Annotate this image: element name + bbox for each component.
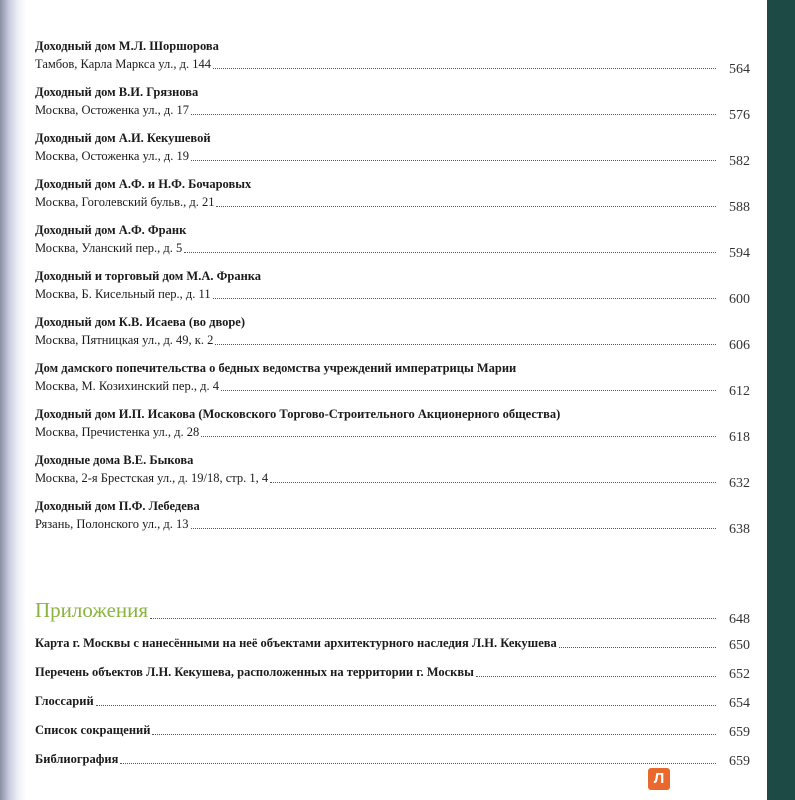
- dot-leader: [201, 435, 716, 437]
- dot-leader: [221, 389, 716, 391]
- appendix-item-title: Глоссарий: [35, 694, 94, 708]
- appendix-item[interactable]: [35, 738, 750, 767]
- toc-entry[interactable]: [35, 222, 750, 268]
- entry-title: Доходный дом А.И. Кекушевой: [35, 131, 211, 145]
- toc-entry[interactable]: [35, 130, 750, 176]
- entry-address: Москва, Гоголевский бульв., д. 21: [35, 195, 215, 209]
- appendix-item[interactable]: [35, 622, 750, 651]
- entry-address: Рязань, Полонского ул., д. 13: [35, 517, 189, 531]
- dot-leader: [191, 159, 716, 161]
- toc-entry[interactable]: [35, 38, 750, 84]
- page-number: 618: [729, 430, 750, 445]
- page-number: 648: [729, 612, 750, 627]
- entry-address: Москва, М. Козихинский пер., д. 4: [35, 379, 219, 393]
- entry-address: Москва, Остоженка ул., д. 17: [35, 103, 190, 117]
- page-number: 652: [729, 667, 750, 682]
- toc-entry[interactable]: [35, 176, 750, 222]
- toc-entry[interactable]: [35, 452, 750, 498]
- entry-title: Доходный дом В.И. Грязнова: [35, 85, 199, 99]
- entry-title: Доходный дом М.Л. Шоршорова: [35, 39, 219, 53]
- entry-title: Доходный дом А.Ф. Франк: [35, 223, 187, 237]
- appendix-item-title: Карта г. Москвы с нанесёнными на неё объектами архитектурного наследия Л.Н. Кекушева: [35, 636, 557, 650]
- dot-leader: [152, 733, 716, 735]
- dot-leader: [191, 527, 717, 529]
- page-number: 650: [729, 638, 750, 653]
- appendix-item-title: Перечень объектов Л.Н. Кекушева, расположенных на территории г. Москвы: [35, 665, 474, 679]
- page-number: 600: [729, 292, 750, 307]
- dot-leader: [150, 617, 716, 619]
- labirint-logo-badge: Л: [648, 768, 670, 790]
- entry-address: Москва, Уланский пер., д. 5: [35, 241, 183, 255]
- entry-address: Москва, Б. Кисельный пер., д. 11: [35, 287, 211, 301]
- dot-leader: [216, 205, 716, 207]
- entry-address: Тамбов, Карла Маркса ул., д. 144: [35, 57, 211, 71]
- toc-entry[interactable]: [35, 406, 750, 452]
- dot-leader: [270, 481, 716, 483]
- dot-leader: [213, 67, 716, 69]
- toc-entry[interactable]: [35, 498, 750, 544]
- dot-leader: [559, 646, 716, 648]
- appendix-item[interactable]: [35, 651, 750, 680]
- toc-entry[interactable]: [35, 84, 750, 130]
- page-number: 576: [729, 108, 750, 123]
- dot-leader: [191, 113, 716, 115]
- page-number: 588: [729, 200, 750, 215]
- appendix-section: [35, 596, 750, 767]
- dot-leader: [213, 297, 716, 299]
- page-number: 632: [729, 476, 750, 491]
- entry-title: Дом дамского попечительства о бедных ведомства учреждений императрицы Марии: [35, 361, 517, 375]
- page-number: 638: [729, 522, 750, 537]
- appendix-item[interactable]: [35, 709, 750, 738]
- page-number: 582: [729, 154, 750, 169]
- toc-entry[interactable]: [35, 268, 750, 314]
- appendix-item-title: Библиография: [35, 752, 119, 766]
- entry-address: Москва, Пречистенка ул., д. 28: [35, 425, 200, 439]
- appendix-heading-row[interactable]: [35, 596, 750, 627]
- entry-address: Москва, 2-я Брестская ул., д. 19/18, стр. 1, 4: [35, 471, 269, 485]
- page-edge-shadow: [0, 0, 26, 800]
- dot-leader: [184, 251, 716, 253]
- page-number: 654: [729, 696, 750, 711]
- entry-title: Доходный дом К.В. Исаева (во дворе): [35, 315, 246, 329]
- entry-title: Доходный дом И.П. Исакова (Московского Торгово-Строительного Акционерного общества): [35, 407, 561, 421]
- toc-entry[interactable]: [35, 360, 750, 406]
- toc-entry[interactable]: [35, 314, 750, 360]
- dark-sidebar-strip: [767, 0, 795, 800]
- entry-address: Москва, Пятницкая ул., д. 49, к. 2: [35, 333, 214, 347]
- page-number: 564: [729, 62, 750, 77]
- dot-leader: [476, 675, 716, 677]
- entry-title: Доходный дом А.Ф. и Н.Ф. Бочаровых: [35, 177, 252, 191]
- entry-title: Доходный и торговый дом М.А. Франка: [35, 269, 262, 283]
- page-number: 606: [729, 338, 750, 353]
- page-number: 659: [729, 725, 750, 740]
- page-number: 659: [729, 754, 750, 769]
- entry-title: Доходные дома В.Е. Быкова: [35, 453, 194, 467]
- page-number: 594: [729, 246, 750, 261]
- dot-leader: [96, 704, 716, 706]
- dot-leader: [215, 343, 716, 345]
- entry-title: Доходный дом П.Ф. Лебедева: [35, 499, 200, 513]
- appendix-item[interactable]: [35, 680, 750, 709]
- table-of-contents: [35, 38, 750, 544]
- entry-address: Москва, Остоженка ул., д. 19: [35, 149, 190, 163]
- page-number: 612: [729, 384, 750, 399]
- appendix-item-title: Список сокращений: [35, 723, 151, 737]
- dot-leader: [120, 762, 716, 764]
- appendix-title: Приложения: [35, 598, 149, 622]
